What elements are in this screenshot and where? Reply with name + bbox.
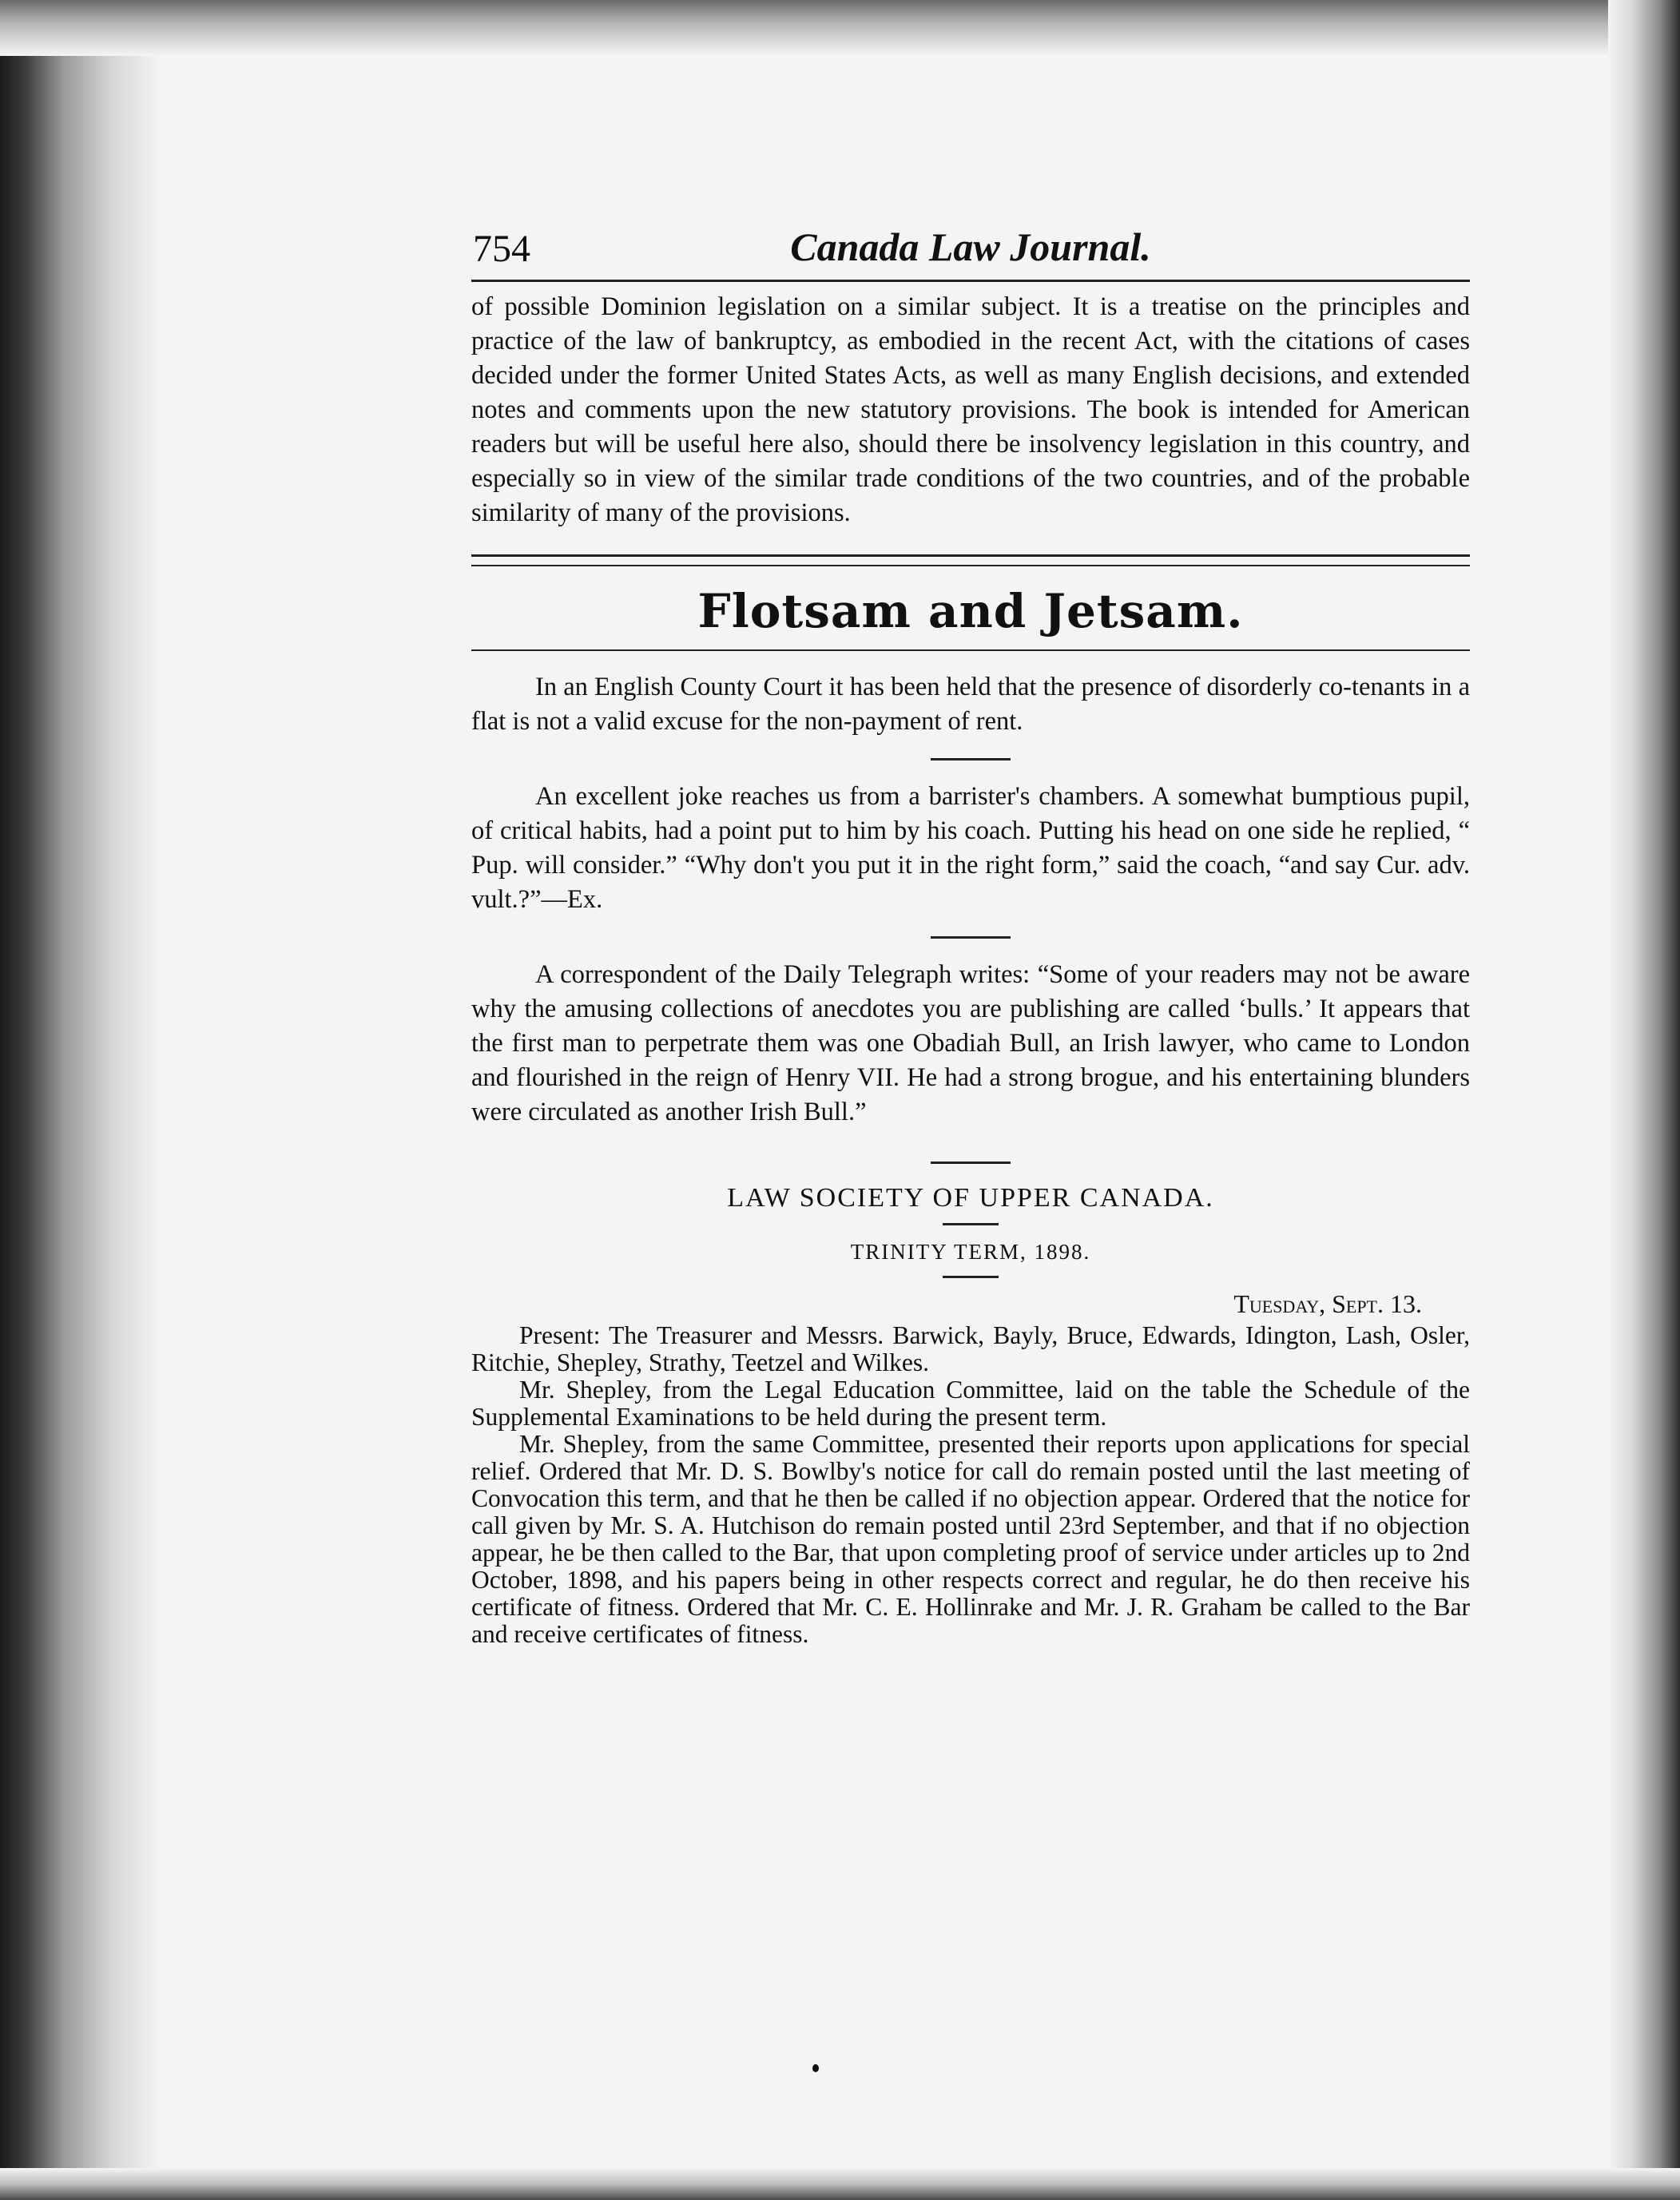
journal-title: Canada Law Journal. [790, 224, 1151, 269]
heading-rule [471, 649, 1470, 651]
journal-page [471, 224, 1470, 1648]
term-separator [943, 1276, 999, 1278]
scan-shadow-left [0, 0, 160, 2200]
minutes-schedule: Mr. Shepley, from the Legal Education Committee, laid on the table the Schedule of the Supplemental Examinations to be held during the present term. [471, 1376, 1470, 1431]
meeting-date: Tuesday, Sept. 13. [1233, 1289, 1422, 1318]
scan-shadow-top [0, 0, 1680, 56]
page-number: 754 [473, 228, 530, 270]
title-separator [943, 1223, 999, 1225]
ink-dot [812, 2064, 819, 2072]
double-rule-divider [471, 554, 1470, 566]
running-head [471, 224, 1470, 282]
minutes-relief: Mr. Shepley, from the same Committee, presented their reports upon applications for special relief. Ordered that Mr. D. S. Bowlby's notice for call do remain posted until the last meeting of Convocation this term, and that he then be called if no objection appear. Ordered that the notice for call given by Mr. S. A. Hutchison do remain posted until 23rd September, and that if no objection appear, he be then called to the Bar, that upon completing proof of service under articles up to 2nd October, 1898, and his papers being in other respects correct and regular, he do then receive his certificate of fitness. Ordered that Mr. C. E. Hollinrake and Mr. J. R. Graham be called to the Bar and receive certificates of fitness. [471, 1430, 1470, 1648]
scan-shadow-bottom [0, 2168, 1680, 2200]
item-separator [931, 758, 1011, 760]
minutes-present: Present: The Treasurer and Messrs. Barwick, Bayly, Bruce, Edwards, Idington, Lash, Osler, Ritchie, Shepley, Strathy, Teetzel and Wilkes. [471, 1321, 1470, 1376]
flotsam-item-3: A correspondent of the Daily Telegraph writes: “Some of your readers may not be aware why the amusing collections of anecdotes you are publishing are called ‘bulls.’ It appears that the first man to perpetrate them was one Obadiah Bull, an Irish lawyer, who came to London and flourished in the reign of Henry VII. He had a strong brogue, and his entertaining blunders were circulated as another Irish Bull.” [471, 960, 1470, 1126]
scan-shadow-right [1608, 0, 1680, 2200]
law-society-title: LAW SOCIETY OF UPPER CANADA. [727, 1183, 1214, 1213]
item-separator [931, 936, 1011, 939]
flotsam-item-2: An excellent joke reaches us from a barrister's chambers. A somewhat bumptious pupil, of critical habits, had a point put to him by his coach. Putting his head on one side he replied, “ Pup. will consider.” “Why don't you put it in the right form,” said the coach, “and say Cur. adv. vult.?”—Ex. [471, 782, 1470, 914]
term-line: TRINITY TERM, 1898. [850, 1240, 1091, 1264]
item-separator [931, 1162, 1011, 1164]
section-heading: Flotsam and Jetsam. [697, 584, 1244, 638]
review-paragraph: of possible Dominion legislation on a similar subject. It is a treatise on the principles and practice of the law of bankruptcy, as embodied in the recent Act, with the citations of cases decided under the former United States Acts, as well as many English decisions, and extended notes and comments upon the new statutory provisions. The book is intended for American readers but will be useful here also, should there be insolvency legislation in this country, and especially so in view of the similar trade conditions of the two countries, and of the probable similarity of many of the provisions. [471, 292, 1470, 527]
flotsam-item-1: In an English County Court it has been held that the presence of disorderly co-tenants in a flat is not a valid excuse for the non-payment of rent. [471, 673, 1470, 736]
